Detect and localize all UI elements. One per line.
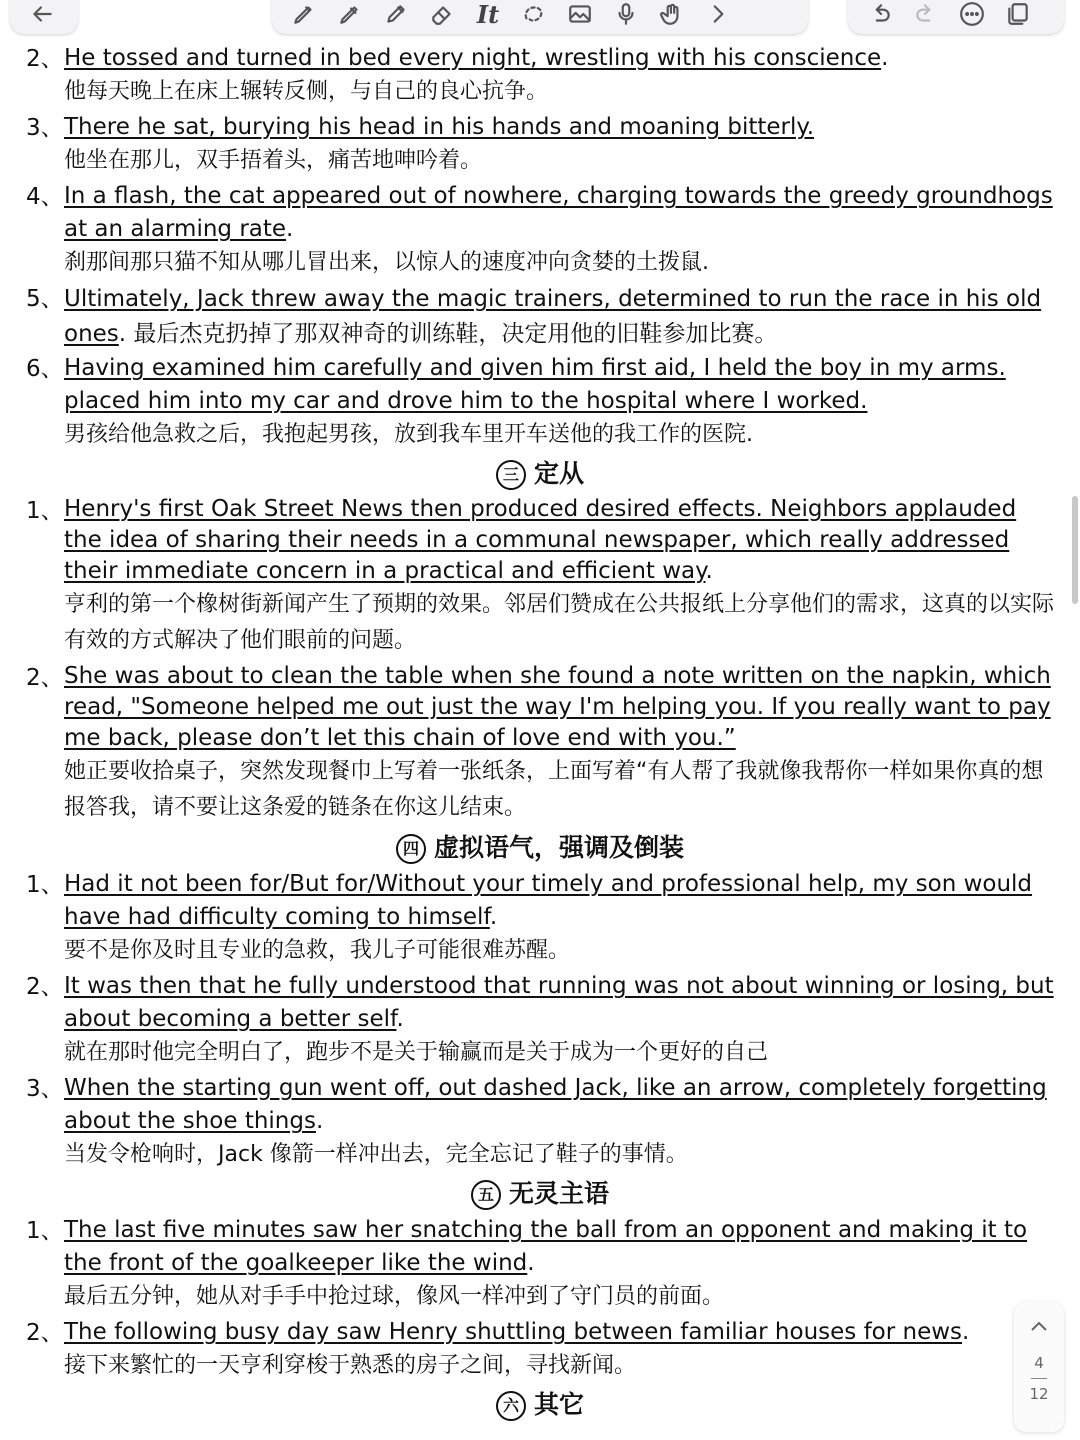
chinese-translation: 刹那间那只猫不知从哪儿冒出来，以惊人的速度冲向贪婪的土拨鼠.	[64, 250, 709, 275]
chinese-translation: 他每天晚上在床上辗转反侧，与自己的良心抗争。	[64, 79, 549, 104]
section-title: 虚拟语气，强调及倒装	[433, 833, 684, 862]
english-sentence: Ultimately, Jack threw away the magic trainers, determined to run the race in his old ones. 最后杰克扔掉了那双神奇的训练鞋，决定用他的旧鞋参加比赛。	[64, 286, 1042, 347]
list-item	[0, 868, 1060, 968]
section-number-badge: 四	[396, 834, 426, 864]
list-item	[0, 180, 1060, 280]
section-heading	[0, 1174, 1060, 1214]
vertical-scrollbar[interactable]	[1072, 496, 1078, 604]
section-title: 无灵主语	[508, 1179, 609, 1208]
section-heading	[0, 1385, 1060, 1425]
english-sentence: Had it not been for/But for/Without your timely and professional help, my son would have had difficulty coming to himself.	[64, 871, 1033, 930]
english-sentence: When the starting gun went off, out dashed Jack, like an arrow, completely forgetting about the shoe things.	[64, 1075, 1047, 1134]
chevron-right-icon[interactable]	[704, 0, 732, 28]
chinese-translation: 男孩给他急救之后，我抱起男孩，放到我车里开车送他的我工作的医院.	[64, 422, 753, 447]
list-item	[0, 42, 1060, 109]
document-page[interactable]	[0, 42, 1060, 1425]
section-number-badge: 六	[496, 1391, 526, 1421]
item-number: 1、	[26, 872, 64, 898]
english-sentence: He tossed and turned in bed every night, wrestling with his conscience.	[64, 45, 889, 71]
section-title: 定从	[533, 459, 584, 488]
list-item	[0, 1072, 1060, 1172]
back-arrow-icon[interactable]	[28, 0, 56, 28]
pen-icon[interactable]	[336, 0, 364, 28]
list-item	[0, 970, 1060, 1070]
pen-icon[interactable]	[290, 0, 318, 28]
list-item	[0, 494, 1060, 659]
item-number: 5、	[26, 286, 64, 312]
chinese-translation: 她正要收拾桌子，突然发现餐巾上写着一张纸条，上面写着“有人帮了我就像我帮你一样如果你真的想报答我，请不要让这条爱的链条在你这儿结束。	[64, 759, 1044, 820]
chinese-translation: 接下来繁忙的一天亨利穿梭于熟悉的房子之间，寻找新闻。	[64, 1353, 637, 1378]
english-sentence: It was then that he fully understood that running was not about winning or losing, but about becoming a better self.	[64, 973, 1054, 1032]
image-icon[interactable]	[566, 0, 594, 28]
undo-icon[interactable]	[866, 0, 894, 28]
lasso-icon[interactable]	[520, 0, 548, 28]
section-number-badge: 五	[471, 1180, 501, 1210]
list-item	[0, 282, 1060, 352]
item-number: 2、	[26, 1320, 64, 1346]
item-number: 1、	[26, 1218, 64, 1244]
chinese-translation: 最后五分钟，她从对手手中抢过球，像风一样冲到了守门员的前面。	[64, 1284, 725, 1309]
chinese-translation: 当发令枪响时，Jack 像箭一样冲出去，完全忘记了鞋子的事情。	[64, 1142, 688, 1167]
top-toolbar	[0, 0, 1080, 40]
item-number: 3、	[26, 115, 64, 141]
toolbar-left-group	[10, 0, 78, 34]
english-sentence: The last five minutes saw her snatching the ball from an opponent and making it to the front of the goalkeeper like the wind.	[64, 1217, 1028, 1276]
list-item	[0, 352, 1060, 452]
more-icon[interactable]	[958, 0, 986, 28]
toolbar-right-group	[848, 0, 1064, 34]
page-divider	[1031, 1378, 1047, 1379]
toolbar-tools-group	[272, 0, 808, 34]
page-indicator[interactable]	[1014, 1302, 1064, 1432]
item-number: 4、	[26, 184, 64, 210]
item-number: 3、	[26, 1076, 64, 1102]
item-number: 1、	[26, 498, 64, 524]
chinese-translation: 就在那时他完全明白了，跑步不是关于输赢而是关于成为一个更好的自己	[64, 1040, 769, 1065]
item-number: 2、	[26, 974, 64, 1000]
list-item	[0, 661, 1060, 826]
item-number: 2、	[26, 46, 64, 72]
item-number: 6、	[26, 356, 64, 382]
chevron-up-icon[interactable]	[1029, 1318, 1049, 1332]
list-item	[0, 111, 1060, 178]
eraser-icon[interactable]	[428, 0, 456, 28]
section-continued	[0, 42, 1060, 452]
current-page: 4	[1034, 1354, 1044, 1372]
english-sentence: She was about to clean the table when she found a note written on the napkin, which read, "Someone helped me out just the way I'm helping you. If you really want to pay me back, please don’t let this chain of love end with you.”	[64, 663, 1051, 751]
section-number-badge: 三	[496, 460, 526, 490]
english-sentence: Henry's first Oak Street News then produced desired effects. Neighbors applauded the idea of sharing their needs in a communal newspaper, which really addressed their immediate concern in a practical and efficient way.	[64, 496, 1017, 584]
highlighter-icon[interactable]	[382, 0, 410, 28]
redo-icon[interactable]	[912, 0, 940, 28]
chinese-translation: 要不是你及时且专业的急救，我儿子可能很难苏醒。	[64, 938, 571, 963]
section-heading	[0, 454, 1060, 494]
english-sentence: There he sat, burying his head in his hands and moaning bitterly.	[64, 114, 815, 140]
text-tool-icon[interactable]: It	[476, 0, 500, 29]
microphone-icon[interactable]	[612, 0, 640, 28]
section-heading	[0, 828, 1060, 868]
chinese-translation: 他坐在那儿，双手捂着头，痛苦地呻吟着。	[64, 148, 483, 173]
section-title: 其它	[533, 1390, 584, 1419]
item-number: 2、	[26, 665, 64, 691]
hand-icon[interactable]	[658, 0, 686, 28]
list-item	[0, 1214, 1060, 1314]
chinese-translation: 亨利的第一个橡树街新闻产生了预期的效果。邻居们赞成在公共报纸上分享他们的需求，这真的以实际有效的方式解决了他们眼前的问题。	[64, 592, 1055, 653]
english-sentence: In a flash, the cat appeared out of nowhere, charging towards the greedy groundhogs at an alarming rate.	[64, 183, 1053, 242]
total-pages: 12	[1029, 1385, 1049, 1403]
pages-icon[interactable]	[1004, 0, 1032, 28]
list-item	[0, 1316, 1060, 1383]
english-sentence: The following busy day saw Henry shuttling between familiar houses for news.	[64, 1319, 970, 1345]
english-sentence: Having examined him carefully and given him first aid, I held the boy in my arms. placed him into my car and drove him to the hospital where I worked.	[64, 355, 1006, 414]
